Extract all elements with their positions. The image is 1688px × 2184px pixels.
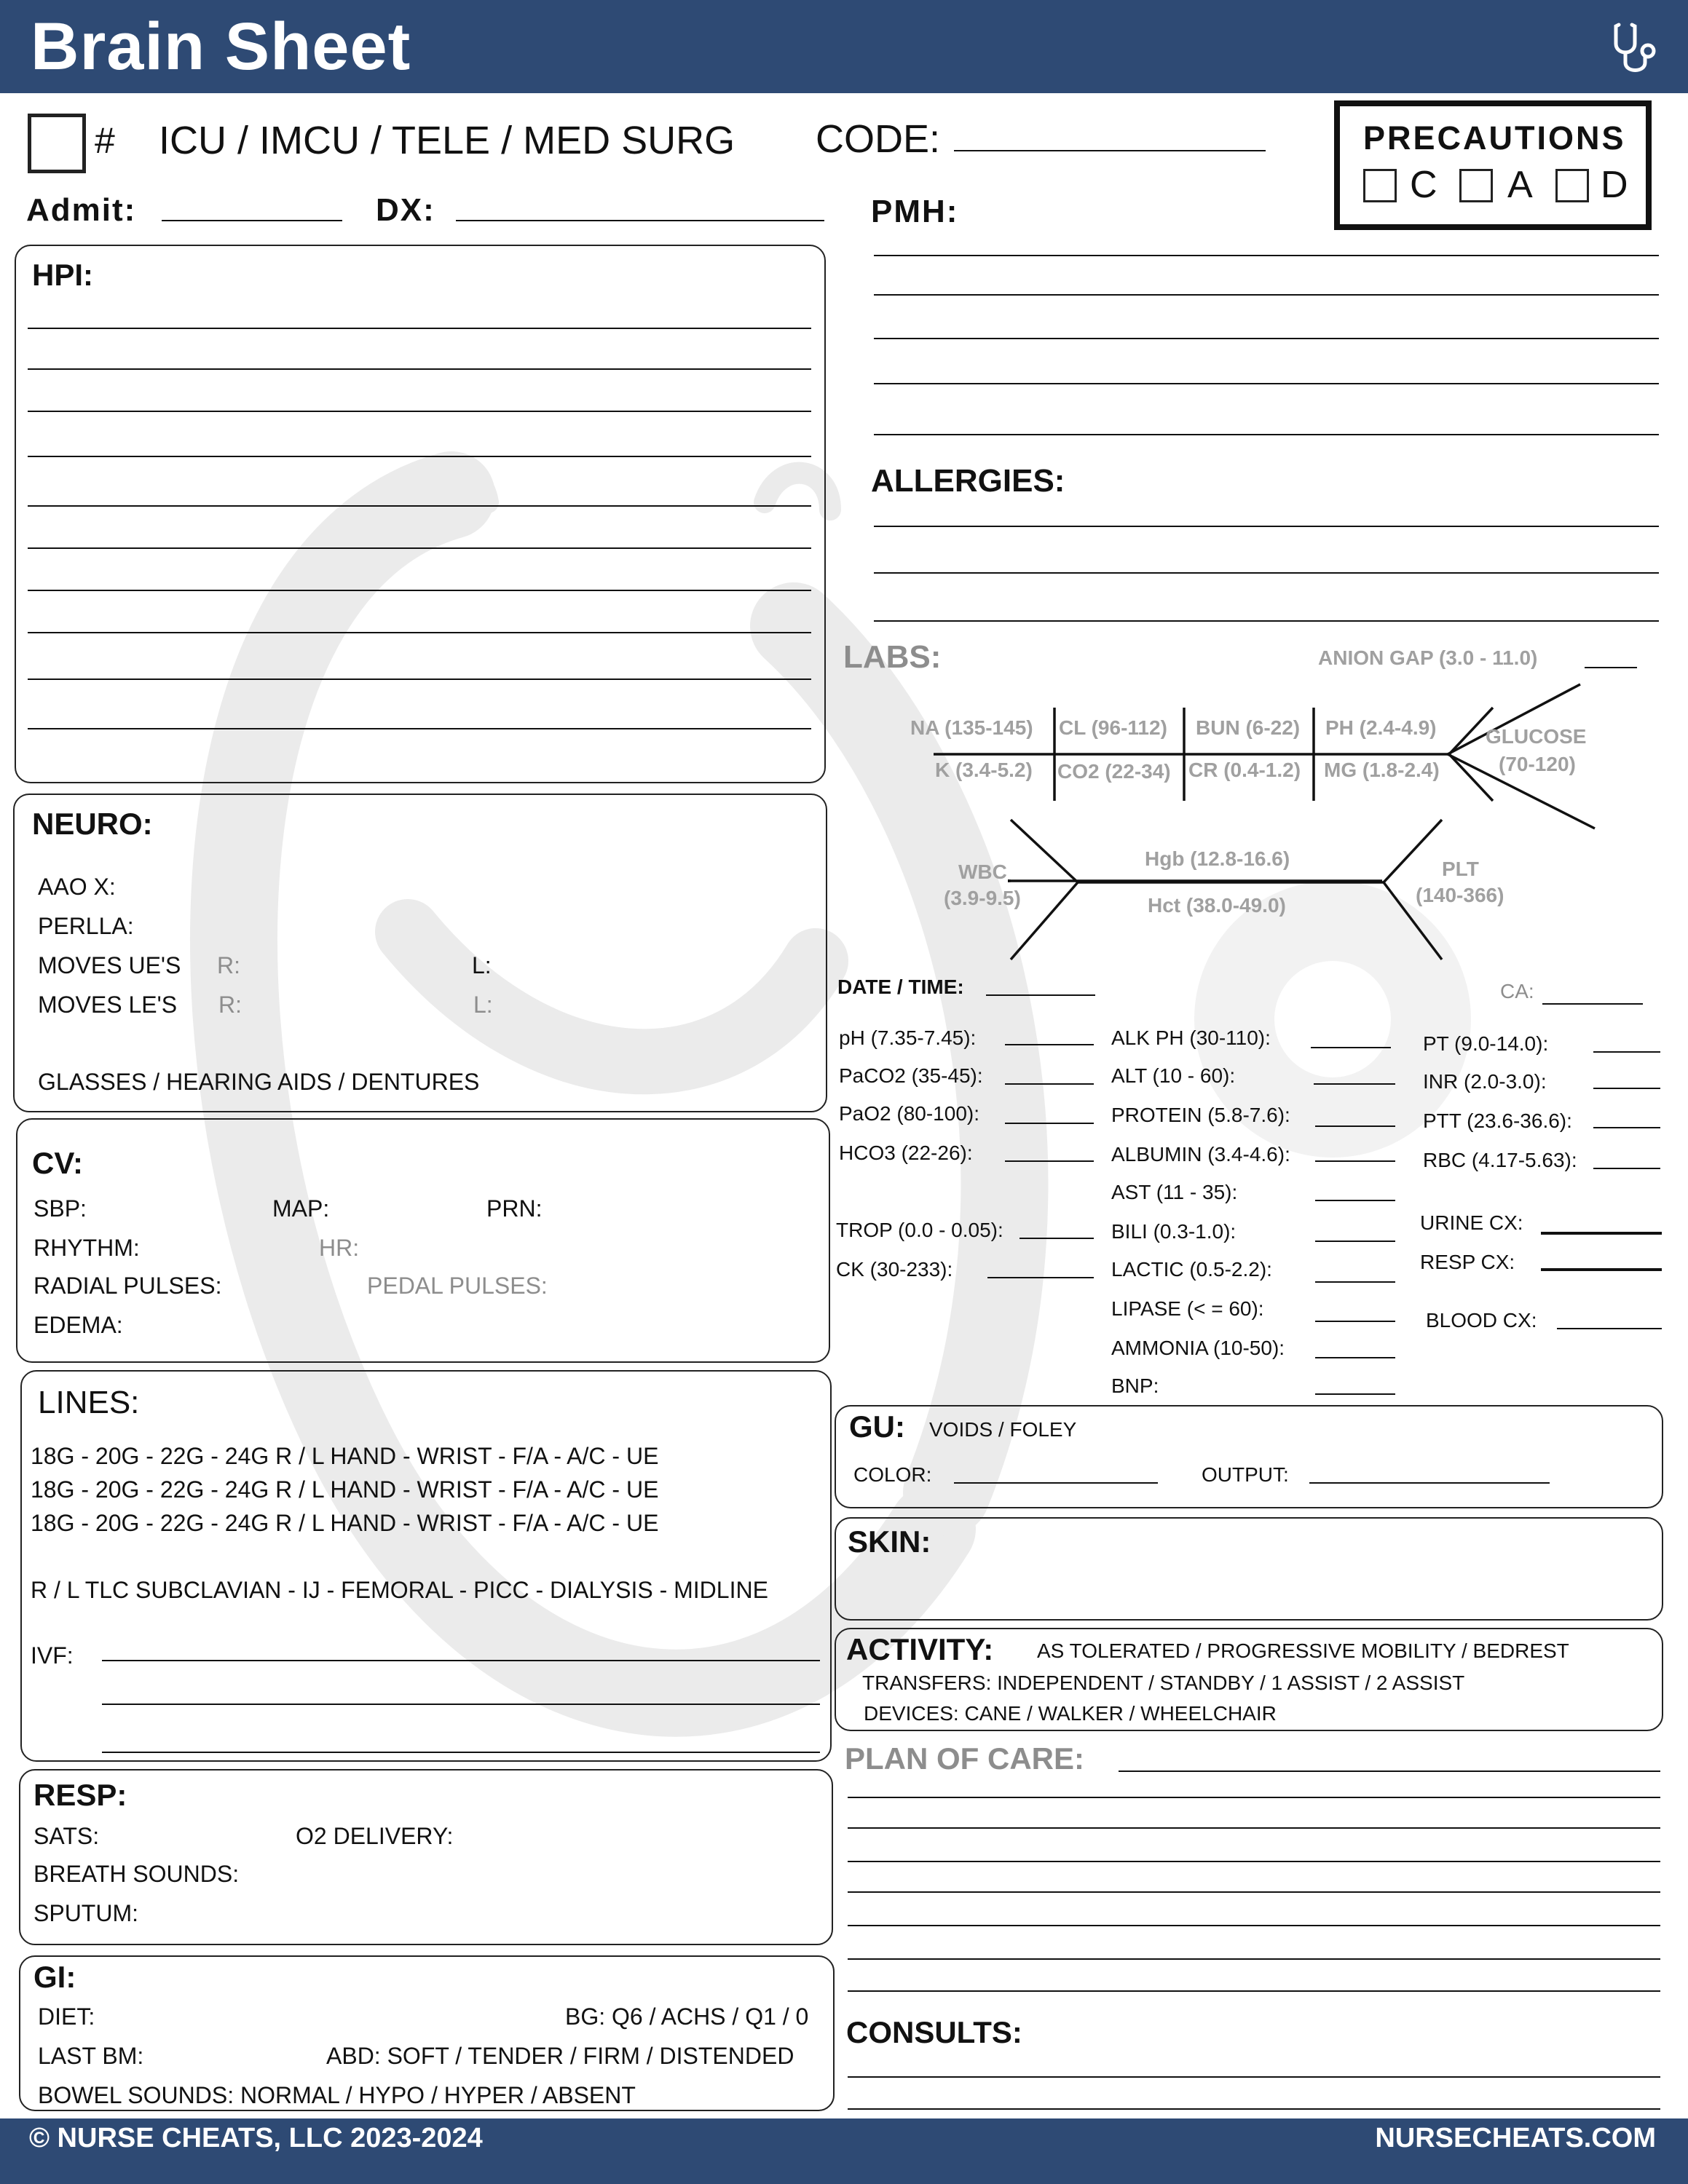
lab-hgb: Hgb (12.8-16.6) [1145,847,1290,870]
ivf-line[interactable] [102,1704,820,1705]
urine-cx-field[interactable] [1541,1232,1662,1235]
coag-lab-label: INR (2.0-3.0): [1423,1070,1547,1093]
iv-site-row-1[interactable]: 18G - 20G - 22G - 24G R / L HAND - WRIST - F/A - A/C - UE [31,1443,659,1469]
lab-plt: PLT [1442,858,1479,880]
footer-website[interactable]: NURSECHEATS.COM [1375,2123,1656,2153]
prn-label: PRN: [486,1195,543,1222]
precaution-a-checkbox[interactable] [1459,169,1493,202]
abg-lab-field[interactable] [1005,1123,1094,1124]
trop-label: TROP (0.0 - 0.05): [836,1219,1003,1241]
moves-le-left-label: L: [473,992,493,1018]
chem-lab-label: AMMONIA (10-50): [1111,1337,1285,1359]
plan-of-care-line[interactable] [848,1861,1660,1862]
lab-k: K (3.4-5.2) [935,759,1033,781]
gu-color-label: COLOR: [853,1463,932,1486]
plan-of-care-line[interactable] [848,1797,1660,1798]
precaution-d-label: D [1601,164,1628,206]
abg-lab-label: HCO3 (22-26): [839,1142,973,1164]
lab-co2: CO2 (22-34) [1057,760,1171,783]
hpi-line[interactable] [28,590,811,591]
activity-title: ACTIVITY: [846,1632,994,1666]
moves-le-right-label: R: [218,992,242,1018]
dx-label: DX: [376,192,435,228]
blood-cx-label: BLOOD CX: [1426,1309,1537,1332]
moves-le-label: MOVES LE'S [38,992,178,1018]
pmh-line[interactable] [874,294,1659,296]
ck-label: CK (30-233): [836,1258,953,1281]
bed-number-checkbox[interactable] [28,114,86,173]
gi-title: GI: [33,1960,76,1994]
precaution-a-label: A [1507,164,1533,206]
gu-title: GU: [849,1409,905,1444]
resp-cx-field[interactable] [1541,1268,1662,1271]
consults-title: CONSULTS: [846,2015,1022,2049]
coag-lab-field[interactable] [1593,1168,1660,1169]
cv-title: CV: [32,1146,84,1180]
activity-options[interactable]: AS TOLERATED / PROGRESSIVE MOBILITY / BEDREST [1037,1639,1569,1662]
precautions-title: PRECAUTIONS [1363,119,1626,157]
ivf-label: IVF: [31,1642,74,1669]
chem-lab-label: AST (11 - 35): [1111,1181,1238,1203]
blood-cx-field[interactable] [1557,1328,1662,1329]
consults-line[interactable] [848,2108,1660,2110]
resp-section [19,1769,833,1945]
stethoscope-icon [1606,19,1664,77]
rhythm-label: RHYTHM: [33,1235,140,1261]
hpi-line[interactable] [28,547,811,549]
diet-label: DIET: [38,2003,95,2030]
map-label: MAP: [272,1195,330,1222]
plan-of-care-line[interactable] [1119,1770,1660,1772]
lab-wbc: WBC [958,860,1007,883]
abg-lab-label: pH (7.35-7.45): [839,1026,977,1049]
hpi-line[interactable] [28,411,811,412]
allergies-label: ALLERGIES: [871,463,1065,499]
skin-section [835,1517,1663,1621]
sbp-label: SBP: [33,1195,87,1222]
date-time-label: DATE / TIME: [837,976,964,998]
plan-of-care-line[interactable] [848,1925,1660,1926]
coag-lab-label: PTT (23.6-36.6): [1423,1109,1572,1132]
abg-lab-field[interactable] [1005,1044,1094,1045]
central-line-options[interactable]: R / L TLC SUBCLAVIAN - IJ - FEMORAL - PICC - DIALYSIS - MIDLINE [31,1577,768,1603]
lab-glucose-range: (70-120) [1499,753,1576,775]
chem-lab-label: LACTIC (0.5-2.2): [1111,1258,1272,1281]
chem-lab-field[interactable] [1315,1393,1395,1395]
edema-label: EDEMA: [33,1312,123,1338]
hr-label: HR: [319,1235,360,1261]
anion-gap-label: ANION GAP (3.0 - 11.0) [1318,646,1538,669]
admit-label: Admit: [26,192,137,228]
bg-options[interactable]: BG: Q6 / ACHS / Q1 / 0 [565,2003,809,2030]
pmh-line[interactable] [874,434,1659,435]
moves-ue-right-label: R: [217,952,240,978]
lab-hct: Hct (38.0-49.0) [1148,894,1286,917]
chem-lab-field[interactable] [1311,1047,1391,1048]
lab-na: NA (135-145) [910,716,1033,739]
chem-lab-field[interactable] [1315,1321,1395,1322]
gu-color-field[interactable] [954,1482,1158,1484]
chem-lab-label: ALK PH (30-110): [1111,1026,1271,1049]
chem-lab-field[interactable] [1315,1125,1395,1127]
neuro-title: NEURO: [32,807,153,841]
chem-lab-label: BILI (0.3-1.0): [1111,1220,1237,1243]
ck-field[interactable] [987,1277,1094,1278]
hpi-line[interactable] [28,728,811,729]
gu-output-field[interactable] [1309,1482,1550,1484]
pmh-label: PMH: [871,194,959,229]
chem-lab-field[interactable] [1315,1200,1395,1201]
lab-wbc-range: (3.9-9.5) [944,887,1021,909]
moves-ue-label: MOVES UE'S [38,952,181,978]
lines-title: LINES: [38,1385,140,1420]
chem-lab-label: PROTEIN (5.8-7.6): [1111,1104,1290,1126]
aao-label: AAO X: [38,874,116,900]
lab-cl: CL (96-112) [1059,716,1167,739]
pedal-pulses-label: PEDAL PULSES: [367,1273,548,1299]
coag-lab-field[interactable] [1593,1127,1660,1128]
lab-plt-range: (140-366) [1416,884,1504,906]
chem-lab-label: ALBUMIN (3.4-4.6): [1111,1143,1290,1166]
iv-site-row-2[interactable]: 18G - 20G - 22G - 24G R / L HAND - WRIST - F/A - A/C - UE [31,1476,659,1503]
chem-lab-field[interactable] [1315,1357,1395,1358]
lab-mg: MG (1.8-2.4) [1324,759,1440,781]
hpi-line[interactable] [28,632,811,633]
breath-sounds-label: BREATH SOUNDS: [33,1861,240,1887]
skin-title: SKIN: [848,1524,931,1559]
hpi-line[interactable] [28,678,811,680]
resp-title: RESP: [33,1778,127,1812]
bowel-sounds-options[interactable]: BOWEL SOUNDS: NORMAL / HYPO / HYPER / ABSENT [38,2082,636,2108]
coag-lab-label: RBC (4.17-5.63): [1423,1149,1577,1171]
allergies-line[interactable] [874,572,1659,574]
lab-glucose: GLUCOSE [1486,725,1587,748]
trop-field[interactable] [1019,1238,1094,1239]
sats-label: SATS: [33,1823,100,1849]
hpi-line[interactable] [28,456,811,457]
plan-of-care-title: PLAN OF CARE: [845,1741,1084,1776]
ivf-line[interactable] [102,1660,820,1661]
hpi-line[interactable] [28,505,811,507]
chem-lab-label: LIPASE (< = 60): [1111,1297,1264,1320]
allergies-line[interactable] [874,526,1659,527]
abg-lab-field[interactable] [1005,1083,1094,1085]
precaution-c-label: C [1410,164,1437,206]
precaution-c-checkbox[interactable] [1363,169,1397,202]
hpi-title: HPI: [32,258,93,292]
ivf-line[interactable] [102,1752,820,1753]
bed-number-hash: # [95,120,115,161]
iv-site-row-3[interactable]: 18G - 20G - 22G - 24G R / L HAND - WRIST - F/A - A/C - UE [31,1510,659,1536]
ca-field[interactable] [1542,1003,1643,1005]
gu-options[interactable]: VOIDS / FOLEY [929,1418,1077,1441]
lab-ph: PH (2.4-4.9) [1325,716,1437,739]
ca-label: CA: [1500,980,1534,1002]
consults-line[interactable] [848,2076,1660,2078]
footer-copyright: © NURSE CHEATS, LLC 2023-2024 [29,2123,483,2153]
hpi-line[interactable] [28,328,811,329]
chem-lab-label: ALT (10 - 60): [1111,1064,1236,1087]
transfers-options[interactable]: TRANSFERS: INDEPENDENT / STANDBY / 1 ASSIST / 2 ASSIST [862,1671,1465,1694]
code-field[interactable] [954,150,1266,151]
chem-lab-field[interactable] [1315,1281,1395,1283]
chem-lab-label: BNP: [1111,1374,1159,1397]
devices-options[interactable]: DEVICES: CANE / WALKER / WHEELCHAIR [864,1702,1277,1725]
dx-field[interactable] [456,220,824,221]
o2-delivery-label: O2 DELIVERY: [296,1823,454,1849]
admit-field[interactable] [162,220,342,221]
allergies-line[interactable] [874,620,1659,622]
perrla-label: PERLLA: [38,913,134,939]
pmh-line[interactable] [874,383,1659,384]
precaution-d-checkbox[interactable] [1555,169,1589,202]
abd-options[interactable]: ABD: SOFT / TENDER / FIRM / DISTENDED [326,2043,794,2069]
urine-cx-label: URINE CX: [1420,1211,1523,1234]
coag-lab-field[interactable] [1593,1051,1660,1053]
coag-lab-label: PT (9.0-14.0): [1423,1032,1549,1055]
plan-of-care-line[interactable] [848,1958,1660,1960]
coag-lab-field[interactable] [1593,1088,1660,1089]
gu-output-label: OUTPUT: [1202,1463,1289,1486]
chem-lab-field[interactable] [1315,1241,1395,1242]
lab-cr: CR (0.4-1.2) [1188,759,1301,781]
lab-bun: BUN (6-22) [1196,716,1301,739]
code-label: CODE: [816,117,941,161]
chem-lab-field[interactable] [1315,1160,1395,1162]
plan-of-care-line[interactable] [848,1990,1660,1992]
abg-lab-field[interactable] [1005,1160,1094,1162]
chem-lab-field[interactable] [1314,1083,1395,1085]
pmh-line[interactable] [874,255,1659,256]
sensory-aids-options[interactable]: GLASSES / HEARING AIDS / DENTURES [38,1069,480,1095]
labs-title: LABS: [843,639,942,675]
plan-of-care-line[interactable] [848,1891,1660,1893]
moves-ue-left-label: L: [472,952,492,978]
hpi-line[interactable] [28,368,811,370]
pmh-line[interactable] [874,338,1659,339]
sputum-label: SPUTUM: [33,1900,138,1926]
plan-of-care-line[interactable] [848,1827,1660,1829]
date-time-field[interactable] [986,994,1095,996]
unit-options[interactable]: ICU / IMCU / TELE / MED SURG [159,119,735,162]
last-bm-label: LAST BM: [38,2043,144,2069]
anion-gap-field[interactable] [1585,667,1637,668]
hpi-section [15,245,826,783]
abg-lab-label: PaO2 (80-100): [839,1102,979,1125]
resp-cx-label: RESP CX: [1420,1251,1515,1273]
page-title: Brain Sheet [31,9,411,84]
radial-pulses-label: RADIAL PULSES: [33,1273,222,1299]
abg-lab-label: PaCO2 (35-45): [839,1064,983,1087]
